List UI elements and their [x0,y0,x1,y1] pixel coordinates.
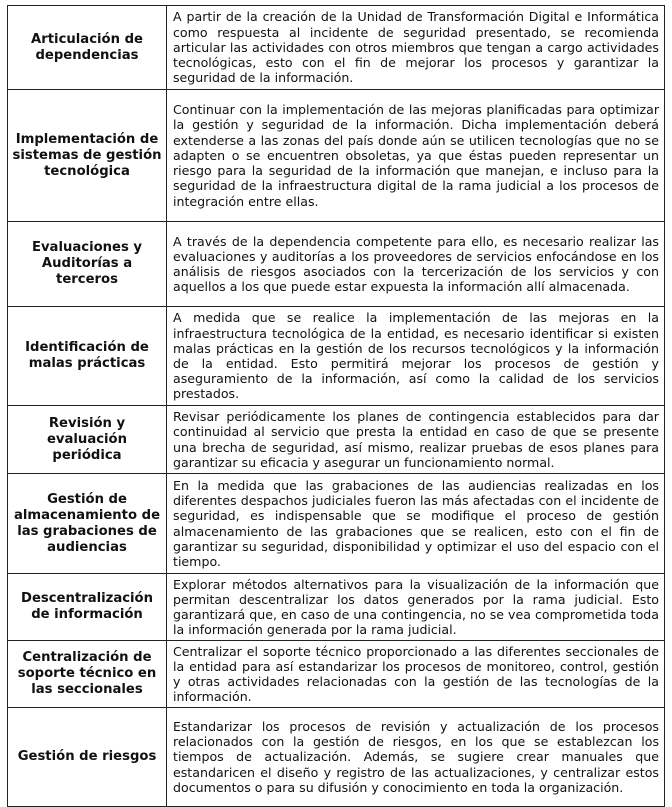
table-row [8,641,665,708]
row-term: Descentralización de información [8,574,167,641]
row-term: Centralización de soporte técnico en las seccionales [8,641,167,708]
table-row [8,708,665,807]
row-term: Identificación de malas prácticas [8,307,167,406]
row-description: Revisar periódicamente los planes de contingencia establecidos para dar continuidad al servicio que presta la entidad en caso de que se presente una brecha de seguridad, así mismo, realizar pruebas de esos planes para garantizar su eficacia y asegurar un funcionamiento normal. [167,406,665,474]
row-description: Continuar con la implementación de las mejoras planificadas para optimizar la gestión y seguridad de la información. Dicha implementación deberá extenderse a las zonas del país donde aún se utilicen tecnologías que no se adapten o se encuentren obsoletas, ya que éstas pueden representar un riesgo para la seguridad de la información que manejan, e incluso para la seguridad de la infraestructura digital de la rama judicial a los procesos de integración entre ellas. [167,90,665,222]
row-term: Articulación de dependencias [8,6,167,90]
row-description: A partir de la creación de la Unidad de Transformación Digital e Informática como respuesta al incidente de seguridad presentado, se recomienda articular las actividades con otros miembros que tengan a cargo actividades tecnológicas, esto con el fin de mejorar los procesos y garantizar la seguridad de la información. [167,6,665,90]
row-description: A través de la dependencia competente para ello, es necesario realizar las evaluaciones y auditorías a los proveedores de servicios enfocándose en los análisis de riesgos asociados con la tercerización de los servicios y con aquellos a los que puede estar expuesta la información allí almacenada. [167,222,665,307]
table-row [8,307,665,406]
table-row [8,406,665,474]
row-description: En la medida que las grabaciones de las audiencias realizadas en los diferentes despachos judiciales fueron las más afectadas con el incidente de seguridad, es indispensable que se modifique el proceso de gestión almacenamiento de las grabaciones que se realicen, esto con el fin de garantizar su seguridad, disponibilidad y optimizar el uso del espacio con el tiempo. [167,474,665,574]
table-row [8,474,665,574]
row-description: Explorar métodos alternativos para la visualización de la información que permitan descentralizar los datos generados por la rama judicial. Esto garantizará que, en caso de una contingencia, no se vea comprometida toda la información generada por la rama judicial. [167,574,665,641]
recommendations-table [7,5,665,807]
table-row [8,90,665,222]
row-term: Revisión y evaluación periódica [8,406,167,474]
row-term: Implementación de sistemas de gestión tecnológica [8,90,167,222]
row-term: Evaluaciones y Auditorías a terceros [8,222,167,307]
row-term: Gestión de riesgos [8,708,167,807]
table-row [8,574,665,641]
row-term: Gestión de almacenamiento de las grabaciones de audiencias [8,474,167,574]
row-description: Estandarizar los procesos de revisión y actualización de los procesos relacionados con la gestión de riesgos, en los que se establezcan los tiempos de actualización. Además, se sugiere crear manuales que estandaricen el diseño y registro de las actualizaciones, y centralizar estos documentos o para su difusión y conocimiento en toda la organización. [167,708,665,807]
table-row [8,222,665,307]
table-row [8,6,665,90]
row-description: Centralizar el soporte técnico proporcionado a las diferentes seccionales de la entidad para así estandarizar los procesos de monitoreo, control, gestión y otras actividades relacionadas con la gestión de las tecnologías de la información. [167,641,665,708]
row-description: A medida que se realice la implementación de las mejoras en la infraestructura tecnológica de la entidad, es necesario identificar si existen malas prácticas en la gestión de los recursos tecnológicos y la información de la entidad. Esto permitirá mejorar los procesos de gestión y aseguramiento de la información, así como la calidad de los servicios prestados. [167,307,665,406]
